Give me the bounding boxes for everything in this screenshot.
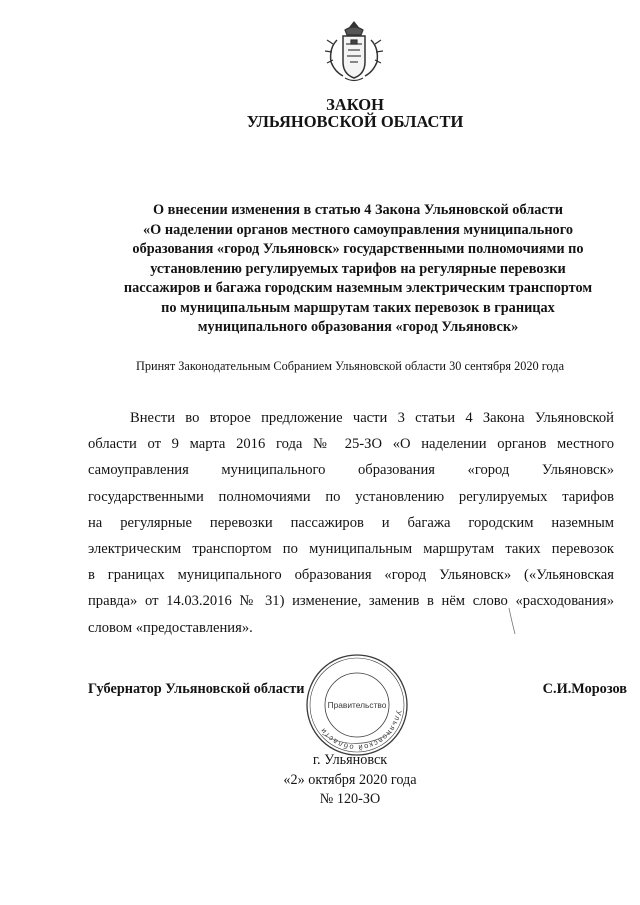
- law-number: № 120-ЗО: [319, 791, 381, 807]
- pen-mark: [506, 606, 518, 636]
- body-line: словом «предоставления».: [88, 619, 253, 636]
- law-body-paragraph: [88, 405, 614, 641]
- body-line: Внести во второе предложение части 3 статьи 4 Закона Ульяновской: [130, 410, 614, 426]
- body-line: в границах муниципального образования «город Ульяновск» («Ульяновская: [88, 567, 614, 584]
- subject-line: по муниципальным маршрутам таких перевозок в границах: [161, 299, 555, 316]
- signing-place: г. Ульяновск: [312, 752, 388, 768]
- body-line: области от 9 марта 2016 года № 25-ЗО «О наделении органов местного: [88, 436, 614, 453]
- official-seal: [302, 650, 412, 760]
- body-line: правда» от 14.03.2016 № 31) изменение, заменив в нём слово «расходования»: [88, 593, 614, 610]
- subject-line: «О наделении органов местного самоуправления муниципального: [143, 221, 573, 238]
- subject-line: О внесении изменения в статью 4 Закона Ульяновской области: [152, 202, 564, 218]
- issuing-region-title: УЛЬЯНОВСКОЙ ОБЛАСТИ: [246, 112, 464, 131]
- seal-ring-text: Ульяновской области: [317, 709, 404, 753]
- document-type-title: ЗАКОН: [326, 95, 384, 114]
- signing-details: [0, 751, 640, 810]
- adoption-note: Принят Законодательным Собранием Ульяновской области 30 сентября 2020 года: [135, 359, 565, 373]
- subject-line: пассажиров и багажа городским наземным электрическим транспортом: [123, 280, 593, 296]
- body-line: электрическим транспортом по муниципальным маршрутам таких перевозок: [88, 540, 614, 557]
- body-line: самоуправления муниципального образования «город Ульяновск»: [88, 462, 614, 479]
- signing-date: «2» октября 2020 года: [283, 771, 417, 788]
- signatory-name: С.И.Морозов: [542, 681, 627, 697]
- body-line: государственными полномочиями по установлению регулируемых тарифов: [88, 488, 614, 505]
- body-line: на регулярные перевозки пассажиров и багажа городским наземным: [88, 514, 614, 531]
- subject-line: муниципального образования «город Ульяновск»: [197, 319, 519, 335]
- signatory-title: Губернатор Ульяновской области: [88, 681, 305, 697]
- coat-of-arms-emblem: [323, 18, 385, 84]
- seal-center-text: Правительство: [327, 700, 387, 710]
- subject-line: установлению регулируемых тарифов на регулярные перевозки: [150, 260, 566, 277]
- subject-line: образования «город Ульяновск» государственными полномочиями по: [132, 241, 584, 257]
- law-subject-heading: [88, 201, 628, 338]
